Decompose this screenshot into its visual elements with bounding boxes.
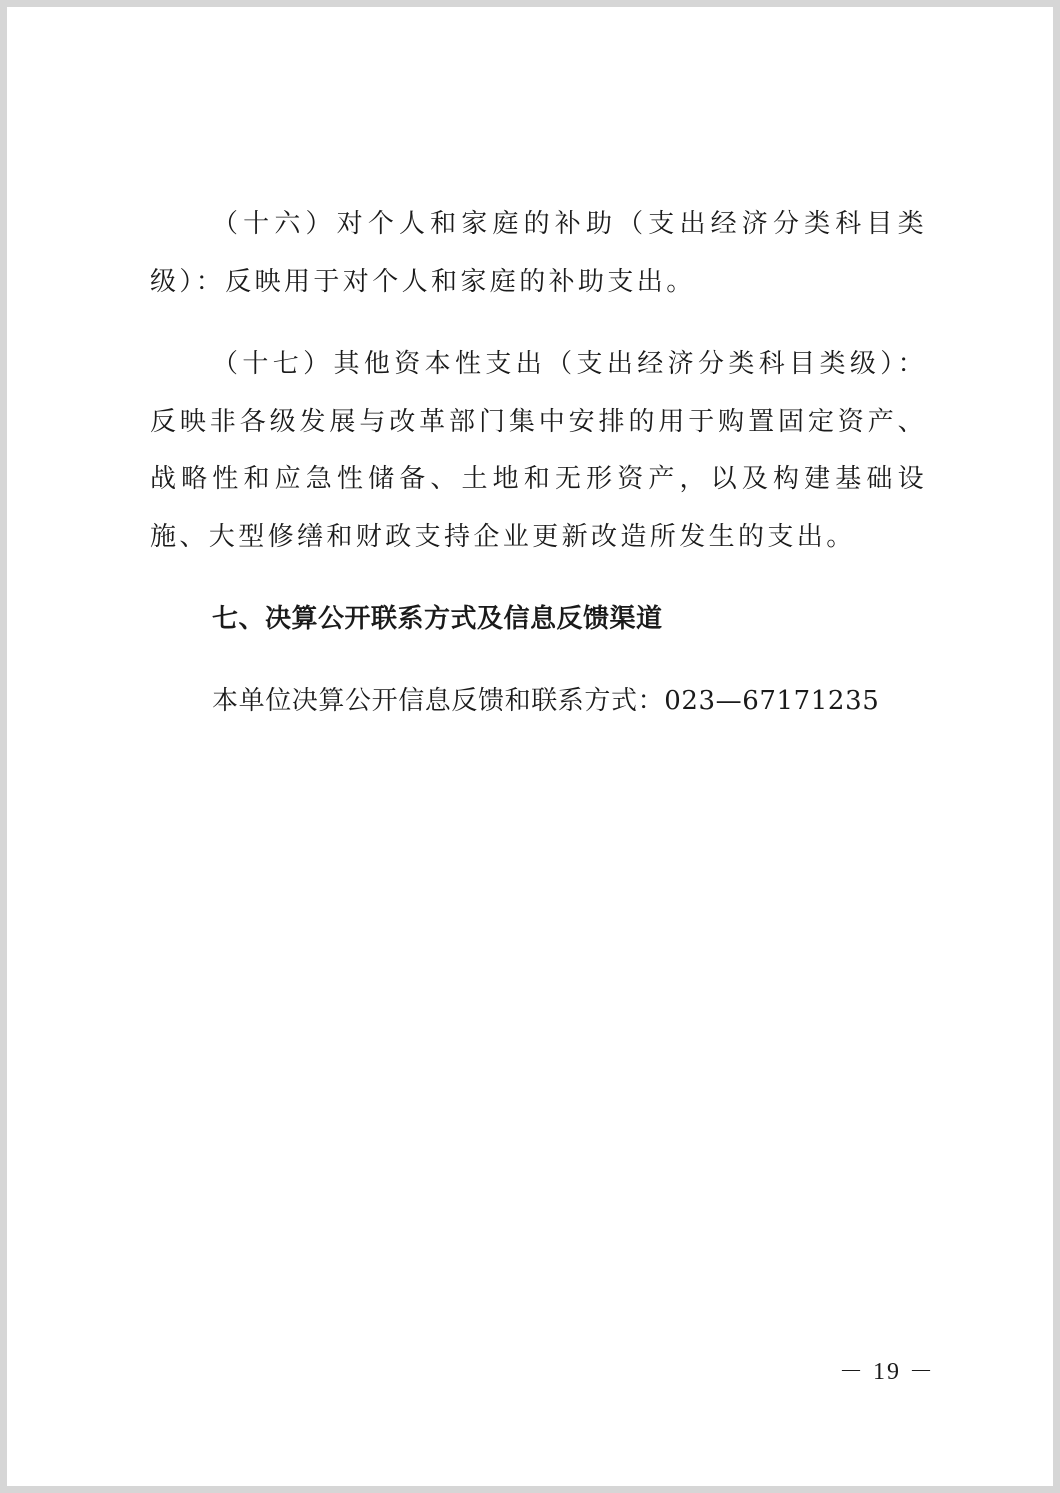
paragraph-item-16: （十六）对个人和家庭的补助（支出经济分类科目类级）：反映用于对个人和家庭的补助支出。 [150, 209, 927, 297]
paragraph-item-17: （十七）其他资本性支出（支出经济分类科目类级）：反映非各级发展与改革部门集中安排的用于购置固定资产、战略性和应急性储备、土地和无形资产，以及构建基础设施、大型修缮和财政支持企业更新改造所发生的支出。 [150, 349, 927, 552]
section-heading: 七、决算公开联系方式及信息反馈渠道 [212, 604, 663, 634]
page-number: － 19 － [839, 1359, 935, 1385]
contact-info: 本单位决算公开信息反馈和联系方式：023—67171235 [212, 686, 880, 716]
